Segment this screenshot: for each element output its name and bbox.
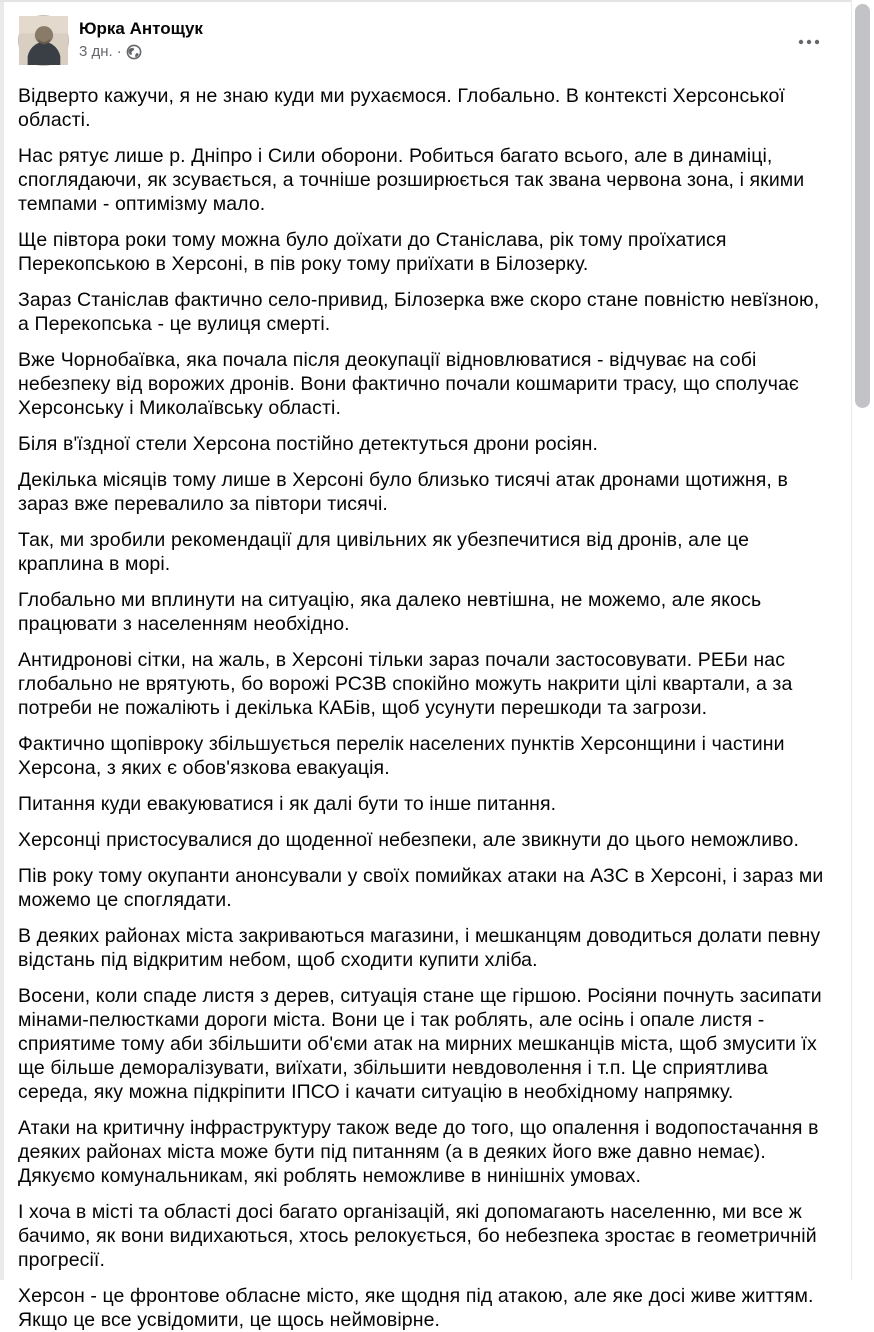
post-paragraph: Антидронові сітки, на жаль, в Херсоні тільки зараз почали застосовувати. РЕБи нас глобально не врятують, бо ворожі РСЗВ спокійно можуть накрити цілі квартали, а за потреби не пожаліють і декілька КАБів, щоб усунути перешкоди та загрози. bbox=[18, 649, 793, 719]
post-text bbox=[4, 84, 851, 1332]
post-paragraph: Ще півтора роки тому можна було доїхати до Станіслава, рік тому проїхатися Перекопською в Херсоні, в пів року тому приїхати в Білозерку. bbox=[18, 229, 727, 275]
post-paragraph: Восени, коли спаде листя з дерев, ситуація стане ще гіршою. Росіяни почнуть засипати мінами-пелюстками дороги міста. Вони це і так роблять, але осінь і опале листя - сприятиме тому аби збільшити об'єми атак на мирних мешканців міста, щоб змусити їх ще більше деморалізувати, виїхати, збільшити невдоволення і т.п. Це сприятлива середа, яку можна підкріпити ІПСО і качати ситуацію в необхідному напрямку. bbox=[18, 985, 822, 1103]
post-timestamp[interactable]: 3 дн. bbox=[79, 43, 113, 60]
post-paragraph: Так, ми зробили рекомендації для цивільних як убезпечитися від дронів, але це краплина в морі. bbox=[18, 529, 750, 575]
post-paragraph: Нас рятує лише р. Дніпро і Сили оборони. Робиться багато всього, але в динаміці, споглядаючи, як зсувається, а точніше розширюється так звана червона зона, і якими темпами - оптимізму мало. bbox=[18, 145, 805, 215]
post-meta bbox=[79, 43, 203, 61]
post-paragraph: Декілька місяців тому лише в Херсоні було близько тисячі атак дронами щотижня, в зараз вже перевалило за півтори тисячі. bbox=[18, 469, 788, 515]
meta-separator: · bbox=[116, 43, 122, 60]
avatar-photo bbox=[19, 16, 68, 65]
scrollbar-track[interactable] bbox=[851, 0, 874, 1280]
post-paragraph: Атаки на критичну інфраструктуру також веде до того, що опалення і водопостачання в деяких районах міста може бути під питанням (а в деяких його вже давно немає). Дякуємо комунальникам, які роблять неможливе в нинішніх умовах. bbox=[18, 1117, 819, 1187]
post-paragraph: Херсонці пристосувалися до щоденної небезпеки, але звикнути до цього неможливо. bbox=[18, 829, 799, 851]
post-paragraph: Пів року тому окупанти анонсували у своїх помийках атаки на АЗС в Херсоні, і зараз ми можемо це споглядати. bbox=[18, 865, 824, 911]
avatar[interactable] bbox=[18, 15, 69, 66]
globe-icon bbox=[126, 44, 142, 60]
post-paragraph: Біля в'їздної стели Херсона постійно детектуться дрони росіян. bbox=[18, 433, 599, 455]
page-edge-left bbox=[0, 0, 4, 1280]
post-paragraph: Зараз Станіслав фактично село-привид, Білозерка вже скоро стане повністю невїзною, а Перекопська - це вулиця смерті. bbox=[18, 289, 820, 335]
post-paragraph: Глобально ми вплинути на ситуацію, яка далеко невтішна, не можемо, але якось працювати з населенням необхідно. bbox=[18, 589, 762, 635]
post-paragraph: Вже Чорнобаївка, яка почала після деокупації відновлюватися - відчуває на собі небезпеку від ворожих дронів. Вони фактично почали кошмарити трасу, що сполучає Херсонську і Миколаївську області. bbox=[18, 349, 799, 419]
post-paragraph: Херсон - це фронтове обласне місто, яке щодня під атакою, але яке досі живе життям. Якщо це все усвідомити, це щось неймовірне. bbox=[18, 1285, 814, 1331]
page-edge-top bbox=[0, 0, 874, 2]
post-paragraph: Відверто кажучи, я не знаю куди ми рухаємося. Глобально. В контексті Херсонської області. bbox=[18, 85, 785, 131]
header-text bbox=[79, 15, 203, 61]
post-paragraph: Питання куди евакуюватися і як далі бути то інше питання. bbox=[18, 793, 557, 815]
facebook-post-card bbox=[4, 2, 851, 1331]
scrollbar-thumb[interactable] bbox=[855, 4, 870, 408]
more-options-button[interactable] bbox=[791, 30, 827, 54]
post-paragraph: В деяких районах міста закриваються магазини, і мешканцям доводиться долати певну відстань під відкритим небом, щоб сходити купити хліба. bbox=[18, 925, 821, 971]
ellipsis-icon bbox=[798, 39, 820, 45]
post-paragraph: Фактично щопівроку збільшується перелік населених пунктів Херсонщини і частини Херсона, з яких є обов'язкова евакуація. bbox=[18, 733, 785, 779]
post-header bbox=[4, 2, 851, 66]
post-paragraph: І хоча в місті та області досі багато організацій, які допомагають населенню, ми все ж бачимо, як вони видихаються, хтось релокується, бо небезпека зростає в геометричній прогресії. bbox=[18, 1201, 817, 1271]
author-name[interactable]: Юрка Антощук bbox=[79, 19, 203, 38]
